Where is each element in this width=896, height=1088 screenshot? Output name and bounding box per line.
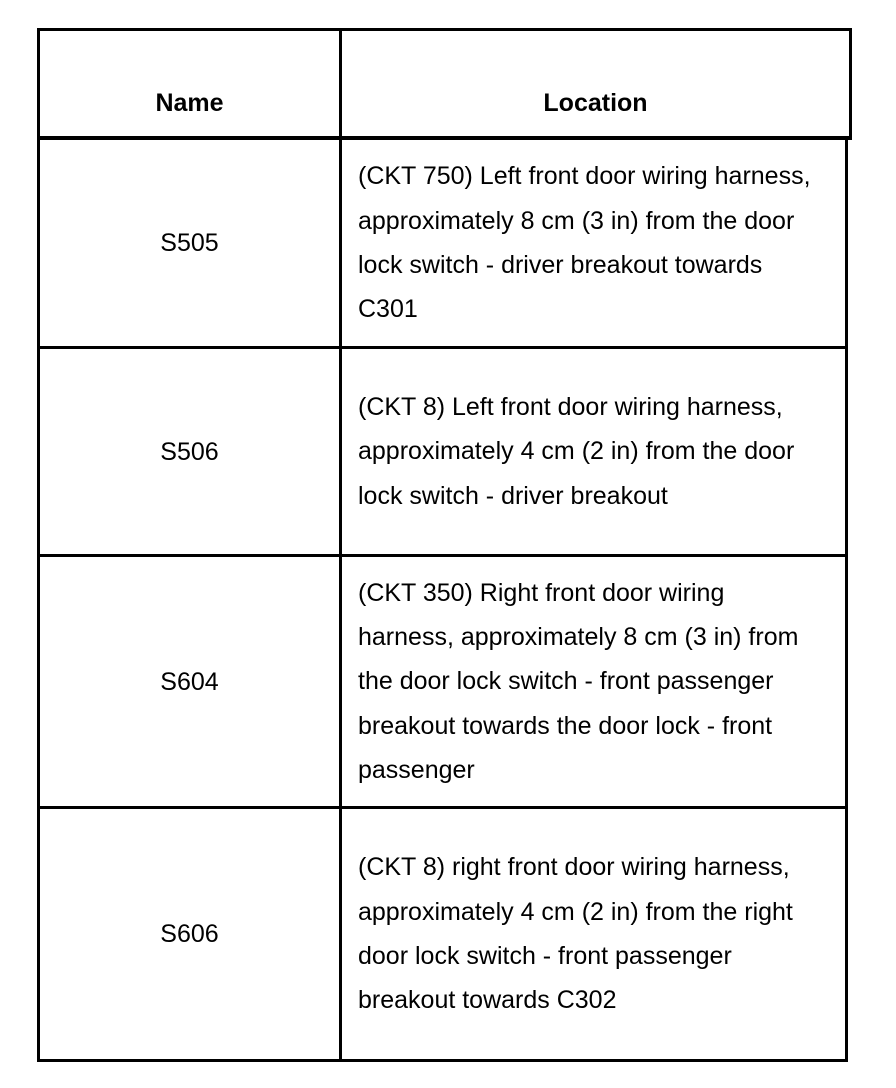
header-name bbox=[40, 31, 339, 136]
table-row-name bbox=[40, 140, 339, 346]
table-row-name bbox=[40, 809, 339, 1059]
table-right-border bbox=[845, 138, 848, 1062]
table-row-name bbox=[40, 557, 339, 806]
splice-name: S606 bbox=[160, 920, 219, 948]
splice-name: S506 bbox=[160, 437, 219, 466]
splice-location: (CKT 8) right front door wiring harness, approximately 4 cm (2 in) from the right door lock switch - front passenger breakout towards C302 bbox=[358, 853, 793, 1015]
header-location bbox=[342, 31, 849, 136]
splice-location-table bbox=[37, 28, 852, 1062]
header-name-label: Name bbox=[155, 89, 224, 117]
splice-location: (CKT 750) Left front door wiring harness, approximately 8 cm (3 in) from the door lock switch - driver breakout towards C301 bbox=[358, 162, 811, 324]
header-right-border bbox=[849, 28, 852, 140]
splice-location: (CKT 350) Right front door wiring harness, approximately 8 cm (3 in) from the door lock switch - front passenger breakout towards the door lock - front passenger bbox=[358, 578, 799, 784]
header-location-label: Location bbox=[543, 89, 648, 117]
table-row-name bbox=[40, 349, 339, 554]
splice-name: S604 bbox=[160, 667, 219, 696]
table-row-location bbox=[342, 140, 845, 346]
table-row-location bbox=[342, 349, 845, 554]
splice-name: S505 bbox=[160, 229, 219, 257]
splice-location: (CKT 8) Left front door wiring harness, approximately 4 cm (2 in) from the door lock switch - driver breakout bbox=[358, 393, 795, 510]
table-row-location bbox=[342, 809, 845, 1059]
table-row-location bbox=[342, 557, 845, 806]
table-bottom-border bbox=[37, 1059, 848, 1062]
